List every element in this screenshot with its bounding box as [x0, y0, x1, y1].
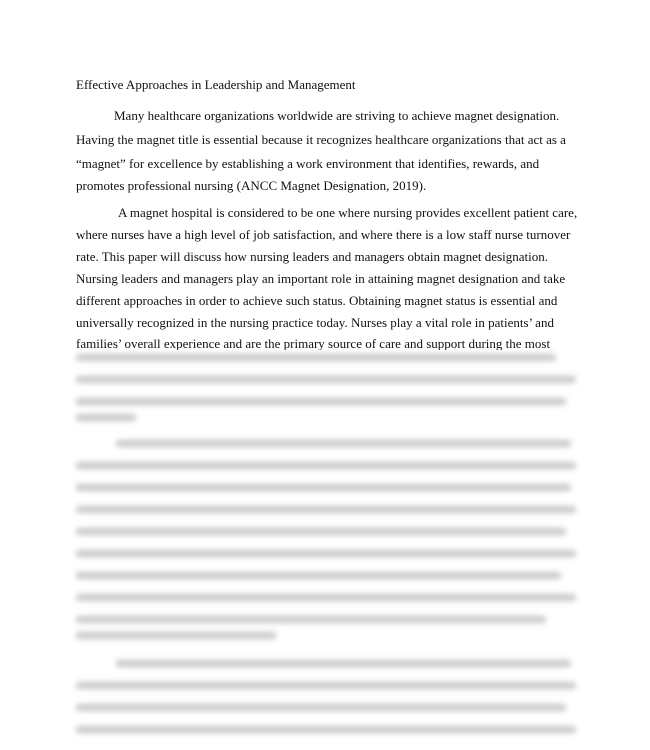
paragraph-2-line: rate. This paper will discuss how nursing leaders and managers obtain magnet designation.	[76, 249, 548, 264]
blurred-text-line	[76, 726, 576, 733]
blurred-text-line	[76, 398, 566, 405]
blurred-preview-region	[76, 348, 576, 750]
blurred-text-line	[76, 594, 576, 601]
paragraph-1-line: promotes professional nursing (ANCC Magnet Designation, 2019).	[76, 178, 427, 193]
blurred-text-line	[76, 462, 576, 469]
blurred-text-line	[76, 484, 571, 491]
paragraph-2-line: A magnet hospital is considered to be one where nursing provides excellent patient care,	[118, 205, 578, 220]
paragraph-1-line: Many healthcare organizations worldwide are striving to achieve magnet designation.	[114, 108, 560, 123]
paragraph-2-line: families’ overall experience and are the primary source of care and support during the most	[76, 336, 551, 350]
blurred-text-line	[76, 616, 546, 623]
blurred-text-line	[76, 528, 566, 535]
blurred-text-line	[76, 682, 576, 689]
paragraph-2-cutoff	[76, 336, 576, 350]
blurred-text-line	[116, 440, 571, 447]
blurred-text-line	[76, 704, 566, 711]
blurred-text-line	[76, 354, 556, 361]
document-title: Effective Approaches in Leadership and Management	[76, 77, 356, 92]
paragraph-1-line: “magnet” for excellence by establishing a work environment that identifies, rewards, and	[76, 156, 540, 171]
blurred-text-line	[76, 572, 561, 579]
paragraph-2-line: where nurses have a high level of job satisfaction, and where there is a low staff nurse turnover	[76, 227, 571, 242]
paragraph-2-line: different approaches in order to achieve such status. Obtaining magnet status is essential and	[76, 293, 558, 308]
paragraph-1-line: Having the magnet title is essential because it recognizes healthcare organizations that act as a	[76, 132, 566, 147]
paragraph-2-line: universally recognized in the nursing practice today. Nurses play a vital role in patients’ and	[76, 315, 554, 330]
blurred-text-line	[116, 660, 571, 667]
blurred-text-line	[76, 632, 276, 639]
paragraph-2-line: Nursing leaders and managers play an important role in attaining magnet designation and take	[76, 271, 566, 286]
blurred-text-line	[76, 414, 136, 421]
blurred-text-line	[76, 550, 576, 557]
blurred-text-line	[76, 376, 576, 383]
blurred-text-line	[76, 506, 576, 513]
